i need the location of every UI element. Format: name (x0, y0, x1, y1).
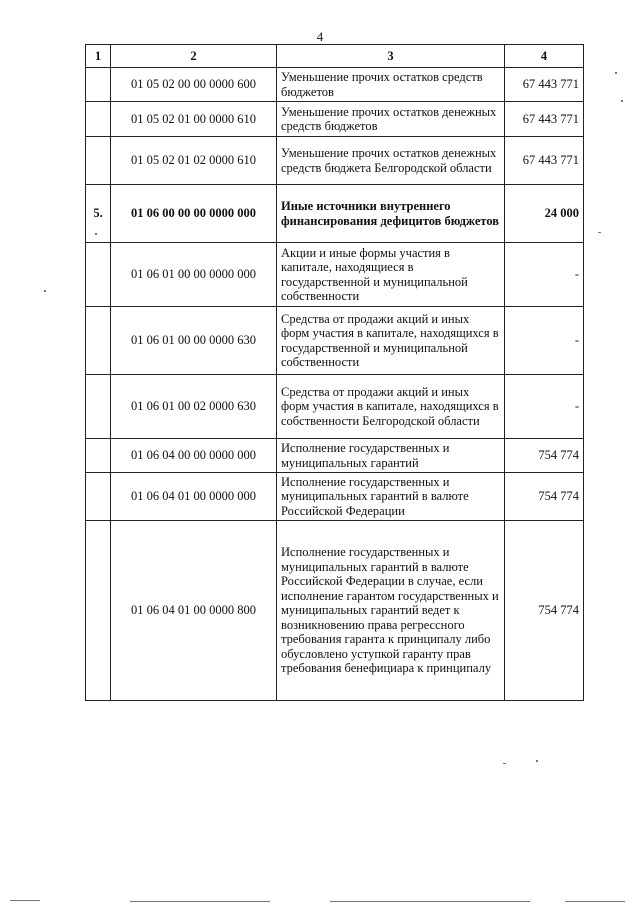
column-header-1: 1 (86, 45, 111, 68)
amount-cell: - (505, 307, 584, 375)
code-cell: 01 06 01 00 00 0000 000 (111, 243, 277, 307)
table-row (86, 375, 584, 439)
description-cell: Акции и иные формы участия в капитале, находящиеся в государственной и муниципальной собственности (277, 243, 505, 307)
row-number-cell (86, 473, 111, 521)
table-body (86, 68, 584, 701)
amount-cell: 24 000 (505, 185, 584, 243)
description-cell: Исполнение государственных и муниципальных гарантий в валюте Российской Федерации в случае, если исполнение гарантом государственных и муниципальных гарантий ведет к возникновению права регрессного требования гаранта к принципалу либо обусловлено уступкой гаранту прав требования бенефициара к принципалу (277, 521, 505, 701)
table-row (86, 439, 584, 473)
amount-cell: 754 774 (505, 439, 584, 473)
table-row (86, 68, 584, 102)
code-cell: 01 06 01 00 02 0000 630 (111, 375, 277, 439)
description-cell: Средства от продажи акций и иных форм участия в капитале, находящихся в собственности Белгородской области (277, 375, 505, 439)
table-header-row (86, 45, 584, 68)
description-cell: Иные источники внутреннего финансирования дефицитов бюджетов (277, 185, 505, 243)
row-number-cell (86, 375, 111, 439)
description-cell: Уменьшение прочих остатков денежных средств бюджетов (277, 102, 505, 137)
table-header (86, 45, 584, 68)
code-cell: 01 06 01 00 00 0000 630 (111, 307, 277, 375)
amount-cell: - (505, 243, 584, 307)
description-cell: Средства от продажи акций и иных форм участия в капитале, находящихся в государственной и муниципальной собственности (277, 307, 505, 375)
amount-cell: - (505, 375, 584, 439)
row-number-cell (86, 102, 111, 137)
row-number-cell (86, 439, 111, 473)
table-row (86, 473, 584, 521)
column-header-3: 3 (277, 45, 505, 68)
code-cell: 01 05 02 01 00 0000 610 (111, 102, 277, 137)
code-cell: 01 05 02 01 02 0000 610 (111, 137, 277, 185)
row-number-cell: 5. (86, 185, 111, 243)
code-cell: 01 05 02 00 00 0000 600 (111, 68, 277, 102)
row-number-cell (86, 68, 111, 102)
table-row (86, 102, 584, 137)
amount-cell: 67 443 771 (505, 102, 584, 137)
amount-cell: 67 443 771 (505, 137, 584, 185)
description-cell: Исполнение государственных и муниципальных гарантий в валюте Российской Федерации (277, 473, 505, 521)
amount-cell: 67 443 771 (505, 68, 584, 102)
code-cell: 01 06 04 01 00 0000 800 (111, 521, 277, 701)
row-number-cell (86, 243, 111, 307)
row-number-cell (86, 137, 111, 185)
row-number-cell (86, 307, 111, 375)
description-cell: Уменьшение прочих остатков денежных средств бюджета Белгородской области (277, 137, 505, 185)
code-cell: 01 06 04 00 00 0000 000 (111, 439, 277, 473)
amount-cell: 754 774 (505, 521, 584, 701)
table-row (86, 243, 584, 307)
table-row (86, 307, 584, 375)
table-row (86, 137, 584, 185)
description-cell: Уменьшение прочих остатков средств бюджетов (277, 68, 505, 102)
table-row (86, 185, 584, 243)
page-number: 4 (316, 29, 324, 44)
description-cell: Исполнение государственных и муниципальных гарантий (277, 439, 505, 473)
code-cell: 01 06 00 00 00 0000 000 (111, 185, 277, 243)
column-header-2: 2 (111, 45, 277, 68)
code-cell: 01 06 04 01 00 0000 000 (111, 473, 277, 521)
row-number-cell (86, 521, 111, 701)
table-row (86, 521, 584, 701)
column-header-4: 4 (505, 45, 584, 68)
amount-cell: 754 774 (505, 473, 584, 521)
budget-table (85, 44, 584, 701)
